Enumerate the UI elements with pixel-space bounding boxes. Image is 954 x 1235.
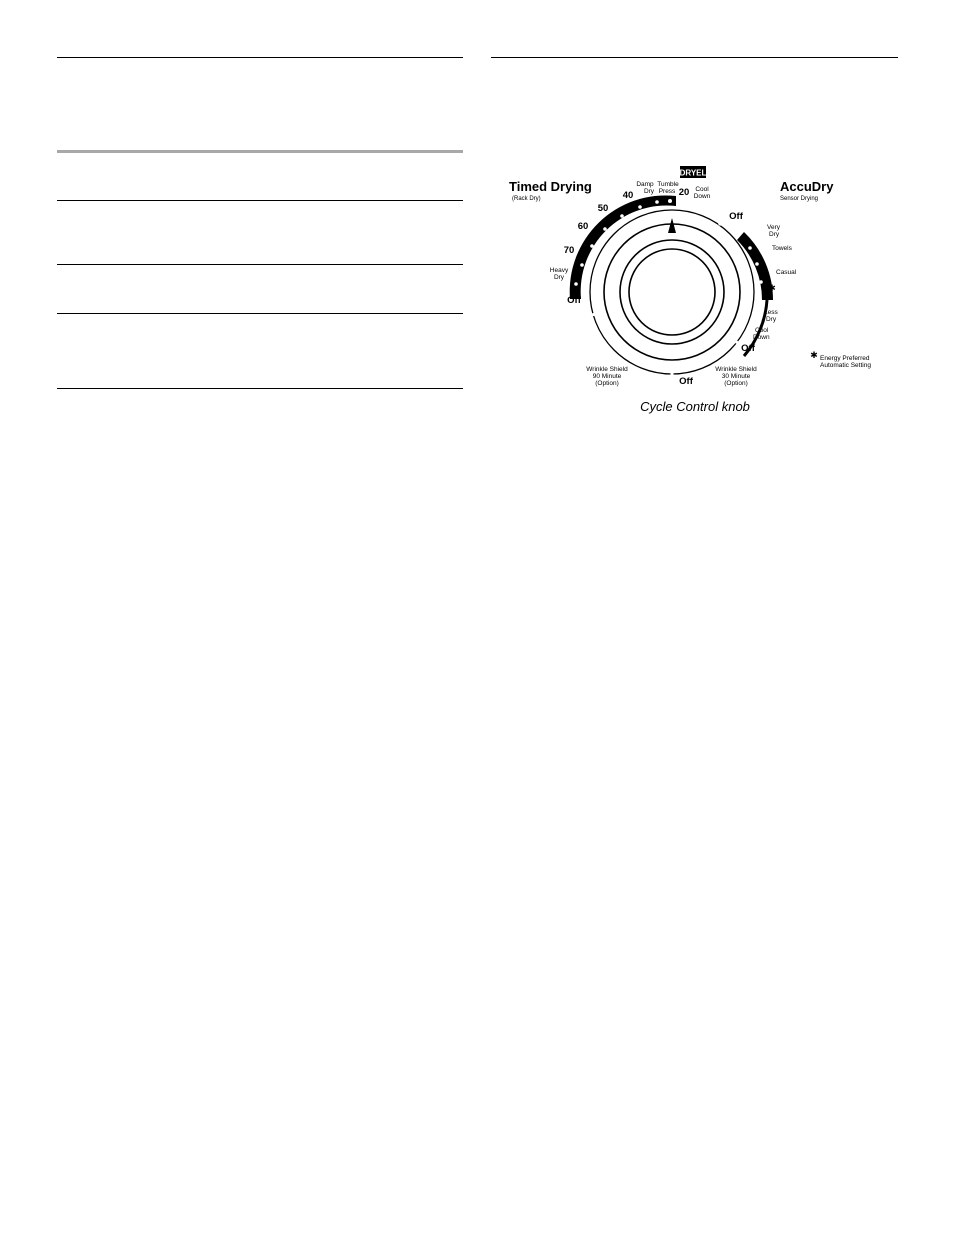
timed-drying-subheading: (Rack Dry) xyxy=(512,196,541,202)
damp-dry-label-1: Damp xyxy=(636,181,654,188)
knob-pointer xyxy=(668,218,676,233)
knob-outer-ring xyxy=(590,210,754,374)
tumble-press-label-1: Tumble xyxy=(657,181,679,188)
minutes-60: 60 xyxy=(577,221,589,232)
energy-star-icon: ✱ xyxy=(768,283,776,293)
minutes-40: 40 xyxy=(622,190,634,201)
minutes-50: 50 xyxy=(597,203,609,214)
knob-ring-3 xyxy=(629,249,715,335)
accudry-subheading: Sensor Drying xyxy=(780,196,819,202)
off-label-right: Off xyxy=(741,343,755,354)
legend-line-2: Automatic Setting xyxy=(820,362,871,369)
legend-energy-icon: ✱ xyxy=(810,350,818,360)
off-tick-marks xyxy=(589,220,741,378)
knob-ring-2 xyxy=(620,240,724,344)
minutes-20: 20 xyxy=(678,187,690,198)
very-dry-label-1: Very xyxy=(767,224,781,231)
heavy-dry-label-2: Dry xyxy=(553,274,565,281)
cool-down-accudry-label-2: Down xyxy=(753,334,770,341)
wrinkle-shield-30-line-2: 30 Minute xyxy=(721,373,751,380)
dryel-logo: DRYEL xyxy=(679,168,707,178)
wrinkle-shield-30-line-1: Wrinkle Shield xyxy=(715,366,757,373)
very-dry-label-2: Dry xyxy=(769,231,780,238)
cool-down-timed-label-1: Cool xyxy=(695,186,709,193)
less-dry-label-1: Less xyxy=(764,309,778,316)
wrinkle-shield-90-line-1: Wrinkle Shield xyxy=(586,366,628,373)
cool-down-accudry-label-1: Cool xyxy=(755,327,769,334)
figure-caption: Cycle Control knob xyxy=(640,399,750,414)
timed-drying-heading: Timed Drying xyxy=(509,179,592,194)
tumble-press-label-2: Press xyxy=(658,188,676,195)
damp-dry-label-2: Dry xyxy=(643,188,655,195)
wrinkle-shield-30-line-3: (Option) xyxy=(724,380,748,387)
off-label-top: Off xyxy=(729,211,743,222)
heavy-dry-label-1: Heavy xyxy=(549,267,569,274)
towels-label: Towels xyxy=(772,245,792,252)
wrinkle-shield-90-line-3: (Option) xyxy=(595,380,619,387)
cool-down-timed-label-2: Down xyxy=(693,193,711,200)
knob-ring-1 xyxy=(604,224,740,360)
casual-label: Casual xyxy=(776,269,797,276)
off-label-bottom: Off xyxy=(679,376,693,387)
accudry-heading: AccuDry xyxy=(780,179,834,194)
less-dry-label-2: Dry xyxy=(766,316,777,323)
off-label-left: Off xyxy=(567,295,581,306)
wrinkle-shield-90-line-2: 90 Minute xyxy=(592,373,622,380)
minutes-70: 70 xyxy=(563,245,575,256)
legend-line-1: Energy Preferred xyxy=(820,355,870,362)
